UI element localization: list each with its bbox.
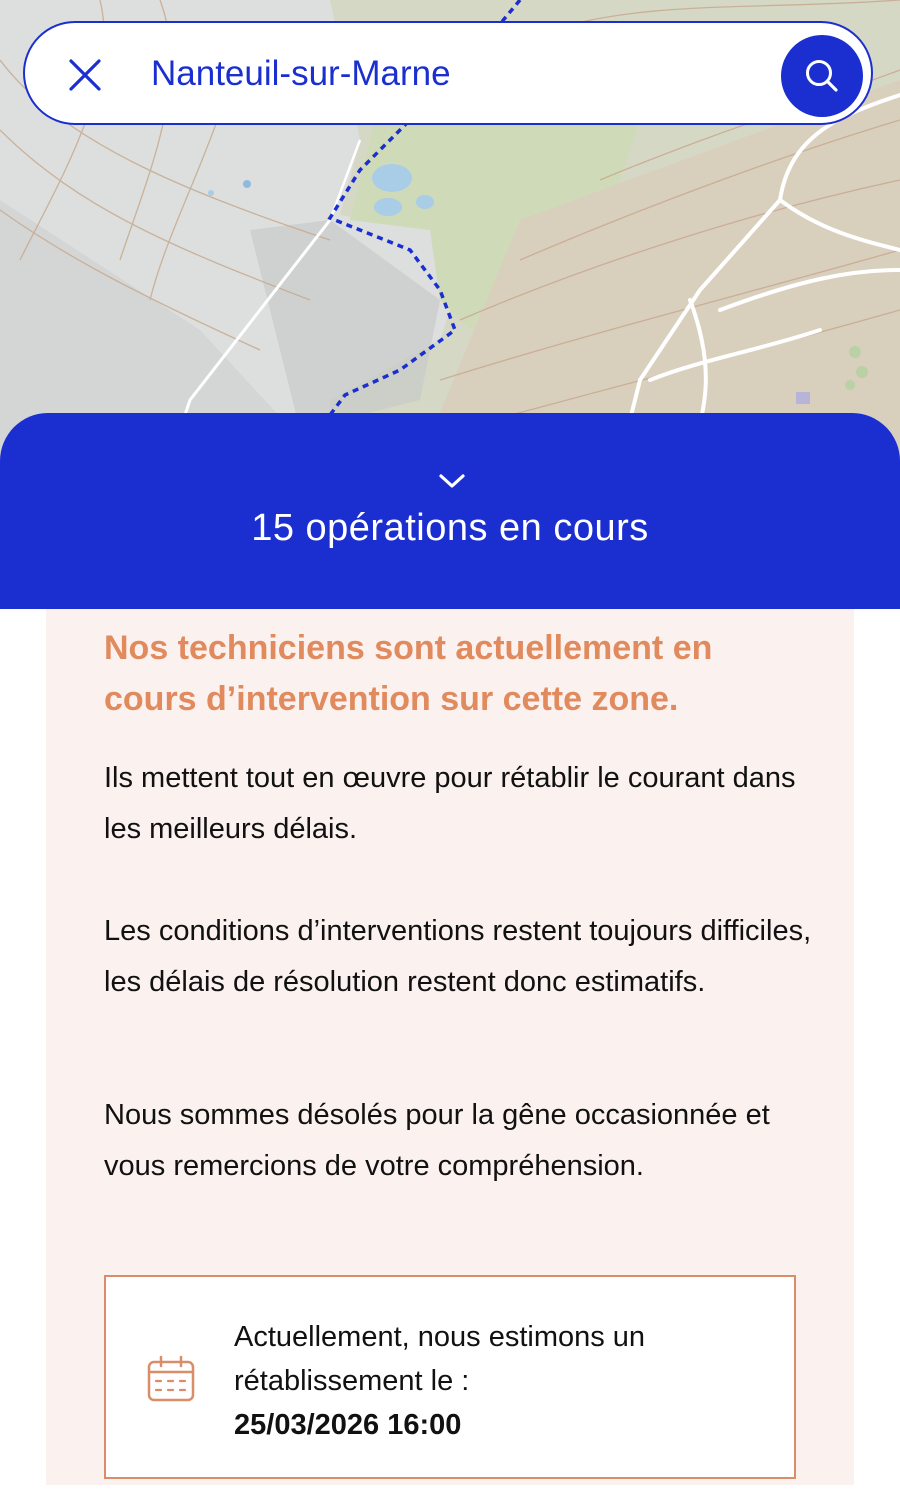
intervention-alert-card bbox=[46, 609, 854, 1485]
collapse-sheet-button[interactable] bbox=[430, 463, 474, 499]
estimate-box bbox=[104, 1275, 796, 1479]
alert-heading: Nos techniciens sont actuellement en cours d’intervention sur cette zone. bbox=[104, 629, 713, 718]
operations-count-title: 15 opérations en cours bbox=[251, 507, 649, 549]
alert-paragraph-apology: Nous sommes désolés pour la gêne occasionnée et vous remercions de votre compréhension. bbox=[104, 1099, 770, 1182]
search-icon bbox=[802, 56, 842, 96]
search-input[interactable] bbox=[151, 45, 751, 103]
alert-paragraph-conditions: Les conditions d’interventions restent toujours difficiles, les délais de résolution restent donc estimatifs. bbox=[104, 915, 812, 998]
close-icon bbox=[68, 58, 102, 92]
estimate-text bbox=[234, 1315, 774, 1447]
search-button[interactable] bbox=[781, 35, 863, 117]
estimate-label: Actuellement, nous estimons un rétablissement le : bbox=[234, 1321, 646, 1397]
estimate-date: 25/03/2026 16:00 bbox=[234, 1409, 462, 1441]
alert-paragraph-restore: Ils mettent tout en œuvre pour rétablir le courant dans les meilleurs délais. bbox=[104, 762, 796, 845]
search-bar bbox=[23, 21, 873, 125]
chevron-down-icon bbox=[437, 471, 467, 491]
clear-search-button[interactable] bbox=[63, 53, 107, 97]
calendar-icon bbox=[146, 1355, 196, 1403]
operations-sheet-header[interactable] bbox=[0, 413, 900, 609]
